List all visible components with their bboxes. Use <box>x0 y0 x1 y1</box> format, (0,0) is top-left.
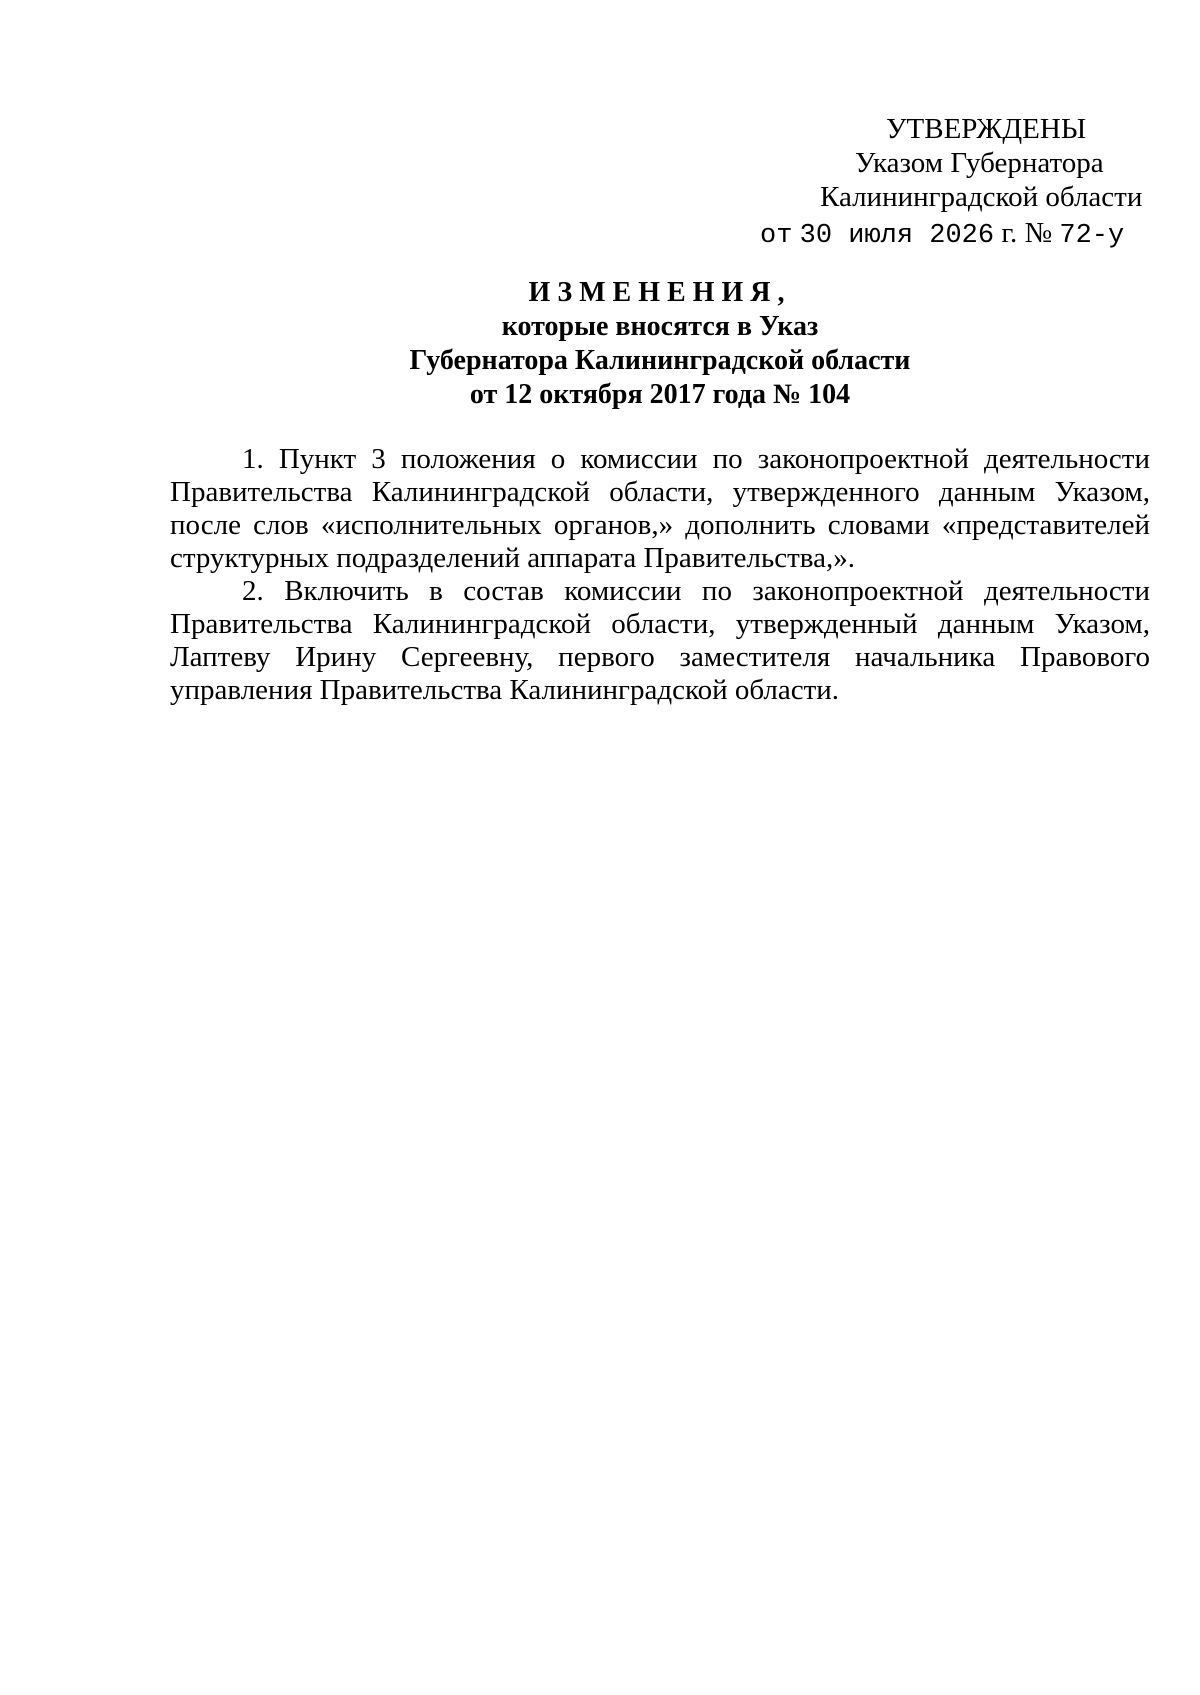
heading-subtitle: которые вносятся в Указ <box>501 311 819 342</box>
body-paragraph-1: 1. Пункт 3 положения о комиссии по законопроектной деятельности Правительства Калининградской области, утвержденного данным Указом, после слов «исполнительных органов,» дополнить словами «представителей структурных подразделений аппарата Правительства,». <box>170 443 1150 574</box>
document-heading <box>150 276 1170 412</box>
approval-block <box>760 112 1143 253</box>
approval-title: УТВЕРЖДЕНЫ <box>886 113 1087 145</box>
approval-date-prefix: от <box>760 221 793 251</box>
body-paragraph-2: 2. Включить в состав комиссии по законопроектной деятельности Правительства Калининградской области, утвержденный данным Указом, Лаптеву Ирину Сергеевну, первого заместителя начальника Правового управления Правительства Калининградской области. <box>170 575 1150 706</box>
heading-title: ИЗМЕНЕНИЯ, <box>528 277 792 308</box>
document-body <box>170 443 1150 707</box>
heading-authority: Губернатора Калининградской области <box>409 345 911 376</box>
approval-date-day-month: 30 июля 2026 <box>799 221 995 251</box>
approval-number: 72-у <box>1059 221 1125 251</box>
approval-region-line: Калининградской области <box>820 181 1143 213</box>
approval-date-line <box>760 216 1140 253</box>
heading-reference: от 12 октября 2017 года № 104 <box>469 379 851 410</box>
approval-date-suffix: г. № <box>1001 217 1053 249</box>
approval-decree-line: Указом Губернатора <box>855 147 1104 179</box>
